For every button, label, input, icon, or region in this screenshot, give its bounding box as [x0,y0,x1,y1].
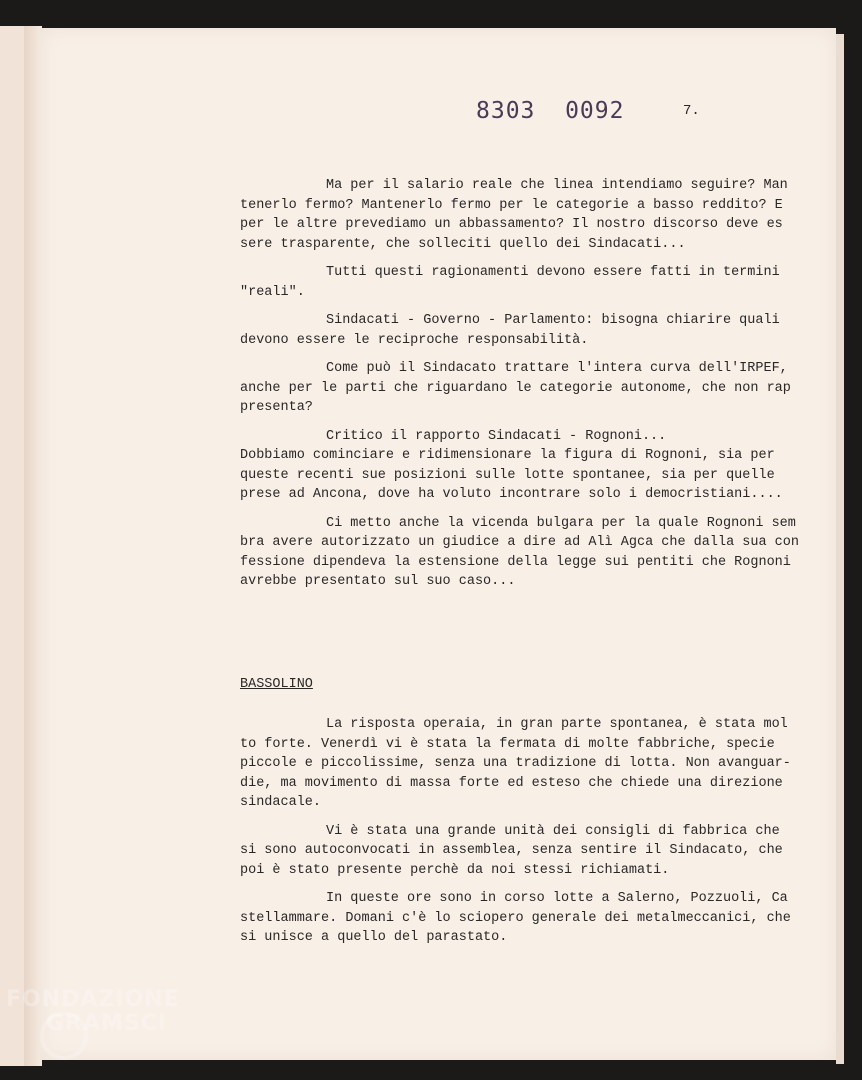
text-line: Sindacati - Governo - Parlamento: bisogna chiarire quali [326,313,780,328]
text-line: Critico il rapporto Sindacati - Rognoni... [326,428,667,444]
text-line: Ma per il salario reale che linea intendiamo seguire? Man [326,178,788,193]
paragraph [240,263,780,302]
text-line: poi è stato presente perchè da noi stessi richiamati. [240,862,670,878]
paragraph [240,514,799,592]
text-line: prese ad Ancona, dove ha voluto incontrare solo i democristiani.... [240,487,783,502]
text-line: anche per le parti che riguardano le categorie autonome, che non rap [240,380,791,396]
text-line: to forte. Venerdì vi è stata la fermata di molte fabbriche, specie [240,736,775,752]
archive-stamp: 8303 0092 [476,98,625,124]
watermark-line-1: FONDAZIONE [6,987,180,1012]
text-line: queste recenti sue posizioni sulle lotte spontanee, sia per quelle [240,467,775,483]
paragraph [240,889,791,948]
section-one-text [240,176,799,601]
watermark [6,988,180,1036]
text-line: per le altre prevediamo un abbassamento? Il nostro discorso deve es [240,217,783,232]
text-line: Dobbiamo cominciare e ridimensionare la figura di Rognoni, sia per [240,448,775,463]
text-line: Vi è stata una grande unità dei consigli di fabbrica che [326,823,780,839]
text-line: sere trasparente, che solleciti quello dei Sindacati... [240,236,686,252]
text-line: piccole e piccolissime, senza una tradizione di lotta. Non avanguar- [240,756,791,771]
text-line: In queste ore sono in corso lotte a Salerno, Pozzuoli, Ca [326,891,788,906]
text-line: presenta? [240,400,313,415]
text-line: stellammare. Domani c'è lo sciopero generale dei metalmeccanici, che [240,910,791,926]
text-line: "reali". [240,284,305,300]
section-heading: BASSOLINO [240,677,313,692]
text-line: tenerlo fermo? Mantenerlo fermo per le categorie a basso reddito? E [240,197,783,213]
text-line: die, ma movimento di massa forte ed esteso che chiede una direzione [240,775,783,791]
text-line: si sono autoconvocati in assemblea, senza sentire il Sindacato, che [240,843,783,858]
paragraph [240,359,791,418]
text-line: avrebbe presentato sul suo caso... [240,574,516,589]
paragraph [240,311,780,350]
text-line: bra avere autorizzato un giudice a dire ad Alì Agca che dalla sua con [240,535,799,550]
page-shadow [836,34,844,1064]
watermark-line-2: GRAMSCI [46,1011,168,1036]
paragraph [240,427,783,505]
text-line: La risposta operaia, in gran parte spontanea, è stata mol [326,717,788,732]
text-line: Tutti questi ragionamenti devono essere fatti in termini [326,265,780,280]
text-line: fessione dipendeva la estensione della legge sui pentiti che Rognoni [240,554,791,570]
text-line: Ci metto anche la vicenda bulgara per la quale Rognoni sem [326,515,796,531]
paragraph [240,715,791,813]
text-line: si unisce a quello del parastato. [240,930,508,945]
text-line: Come può il Sindacato trattare l'intera curva dell'IRPEF, [326,361,788,376]
text-line: devono essere le reciproche responsabilità. [240,332,589,348]
text-line: sindacale. [240,795,322,810]
section-two-text [240,715,791,957]
paragraph [240,822,783,881]
page-number: 7. [683,103,700,119]
paragraph [240,176,788,254]
